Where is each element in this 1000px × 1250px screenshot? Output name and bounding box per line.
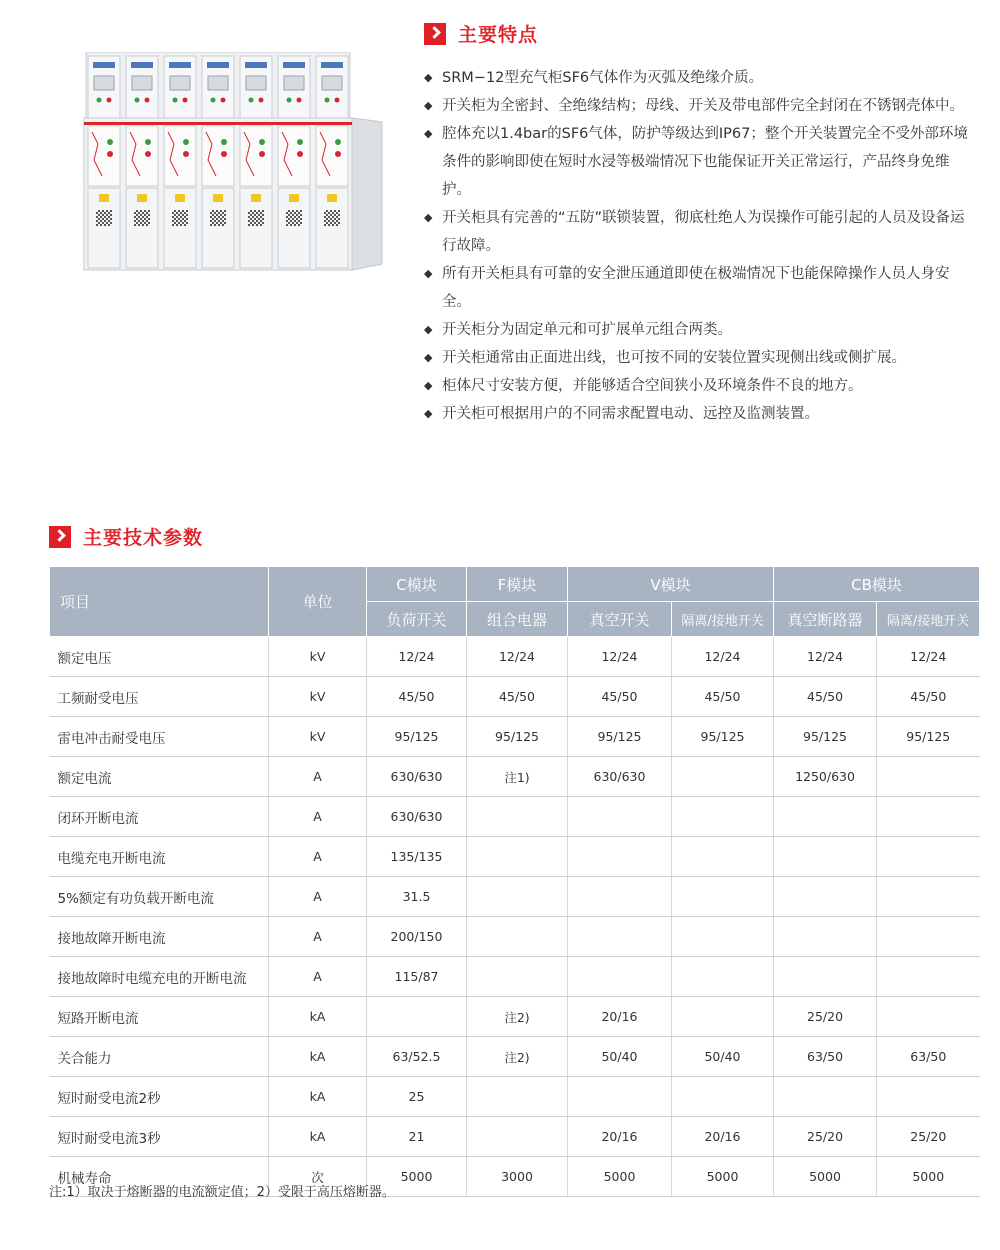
param-name: 雷电冲击耐受电压: [50, 717, 269, 757]
param-value: [467, 1077, 568, 1117]
param-value: [467, 837, 568, 877]
table-row: [50, 677, 980, 717]
param-value: 20/16: [568, 1117, 672, 1157]
param-value: 45/50: [467, 677, 568, 717]
param-value: 45/50: [367, 677, 467, 717]
param-name: 短时耐受电流3秒: [50, 1117, 269, 1157]
arrow-icon: [49, 526, 71, 548]
features-heading: [424, 20, 538, 47]
header-module: C模块: [367, 567, 467, 602]
param-unit: A: [269, 957, 367, 997]
feature-item: ◆ 开关柜具有完善的“五防”联锁装置，彻底杜绝人为误操作可能引起的人员及设备运行故障。: [424, 204, 969, 260]
param-value: 63/52.5: [367, 1037, 467, 1077]
header-module: F模块: [467, 567, 568, 602]
param-value: 12/24: [568, 637, 672, 677]
param-value: 5000: [877, 1157, 980, 1197]
header-module: CB模块: [774, 567, 980, 602]
table-note: 注:1）取决于熔断器的电流额定值；2）受限于高压熔断器。: [49, 1185, 395, 1200]
param-value: [467, 917, 568, 957]
param-value: 5000: [672, 1157, 774, 1197]
param-name: 短路开断电流: [50, 997, 269, 1037]
param-value: [672, 917, 774, 957]
param-name: 短时耐受电流2秒: [50, 1077, 269, 1117]
param-value: 注2): [467, 997, 568, 1037]
param-unit: A: [269, 877, 367, 917]
param-value: [877, 837, 980, 877]
param-value: 63/50: [774, 1037, 877, 1077]
param-value: [774, 837, 877, 877]
param-value: [774, 797, 877, 837]
header-item: 项目: [50, 567, 269, 637]
param-unit: kA: [269, 1037, 367, 1077]
param-value: 12/24: [877, 637, 980, 677]
param-value: [672, 757, 774, 797]
param-value: 12/24: [672, 637, 774, 677]
feature-item: ◆ 开关柜分为固定单元和可扩展单元组合两类。: [424, 316, 969, 344]
param-unit: kV: [269, 637, 367, 677]
params-title: 主要技术参数: [83, 527, 204, 549]
param-unit: kV: [269, 717, 367, 757]
table-row: [50, 1077, 980, 1117]
param-value: [568, 1077, 672, 1117]
feature-item: ◆ 腔体充以1.4bar的SF6气体，防护等级达到IP67；整个开关装置完全不受外部环境条件的影响即使在短时水浸等极端情况下也能保证开关正常运行，产品终身免维护。: [424, 120, 969, 204]
features-title: 主要特点: [458, 24, 539, 46]
param-value: 95/125: [877, 717, 980, 757]
table-row: [50, 637, 980, 677]
param-value: 21: [367, 1117, 467, 1157]
param-value: 45/50: [672, 677, 774, 717]
param-name: 接地故障时电缆充电的开断电流: [50, 957, 269, 997]
header-sub: 负荷开关: [367, 602, 467, 637]
header-sub: 隔离/接地开关: [877, 602, 980, 637]
param-value: [568, 877, 672, 917]
param-value: 45/50: [877, 677, 980, 717]
feature-item: ◆ 开关柜可根据用户的不同需求配置电动、远控及监测装置。: [424, 400, 969, 428]
param-value: [877, 877, 980, 917]
param-value: [568, 797, 672, 837]
table-row: [50, 837, 980, 877]
param-name: 额定电流: [50, 757, 269, 797]
feature-item: ◆ 开关柜为全密封、全绝缘结构；母线、开关及带电部件完全封闭在不锈钢壳体中。: [424, 92, 969, 120]
param-name: 工频耐受电压: [50, 677, 269, 717]
table-row: [50, 877, 980, 917]
param-value: 50/40: [568, 1037, 672, 1077]
feature-item: ◆ 柜体尺寸安装方便，并能够适合空间狭小及环境条件不良的地方。: [424, 372, 969, 400]
param-unit: 次: [269, 1157, 367, 1197]
param-name: 额定电压: [50, 637, 269, 677]
params-table: [49, 566, 980, 1197]
param-value: [774, 957, 877, 997]
param-value: [774, 1077, 877, 1117]
param-value: 5000: [568, 1157, 672, 1197]
header-sub: 组合电器: [467, 602, 568, 637]
param-value: 5000: [774, 1157, 877, 1197]
header-unit: 单位: [269, 567, 367, 637]
param-value: [877, 757, 980, 797]
param-name: 闭环开断电流: [50, 797, 269, 837]
param-value: 12/24: [467, 637, 568, 677]
param-value: 135/135: [367, 837, 467, 877]
params-heading: [49, 523, 203, 550]
table-row: [50, 757, 980, 797]
header-sub: 真空开关: [568, 602, 672, 637]
param-value: 25/20: [877, 1117, 980, 1157]
param-value: 95/125: [467, 717, 568, 757]
param-unit: kA: [269, 1077, 367, 1117]
param-value: 1250/630: [774, 757, 877, 797]
feature-item: ◆ 开关柜通常由正面进出线，也可按不同的安装位置实现侧出线或侧扩展。: [424, 344, 969, 372]
table-row: [50, 957, 980, 997]
param-unit: kA: [269, 1117, 367, 1157]
switchgear-image: [82, 52, 384, 272]
param-value: 45/50: [774, 677, 877, 717]
param-unit: A: [269, 757, 367, 797]
param-value: 20/16: [672, 1117, 774, 1157]
params-table-body: [50, 637, 980, 1197]
param-value: [877, 797, 980, 837]
param-value: 12/24: [774, 637, 877, 677]
param-name: 电缆充电开断电流: [50, 837, 269, 877]
param-unit: kV: [269, 677, 367, 717]
param-value: [467, 797, 568, 837]
param-value: 31.5: [367, 877, 467, 917]
table-row: [50, 797, 980, 837]
param-value: [877, 997, 980, 1037]
arrow-icon: [424, 23, 446, 45]
header-module: V模块: [568, 567, 774, 602]
param-value: 95/125: [774, 717, 877, 757]
param-value: [672, 837, 774, 877]
param-name: 5%额定有功负载开断电流: [50, 877, 269, 917]
param-value: [877, 1077, 980, 1117]
param-value: 12/24: [367, 637, 467, 677]
header-sub: 隔离/接地开关: [672, 602, 774, 637]
param-unit: A: [269, 917, 367, 957]
param-value: 630/630: [367, 757, 467, 797]
table-row: [50, 997, 980, 1037]
param-value: 5000: [367, 1157, 467, 1197]
param-value: 630/630: [367, 797, 467, 837]
param-value: [467, 1117, 568, 1157]
param-value: [672, 797, 774, 837]
feature-item: ◆ 所有开关柜具有可靠的安全泄压通道即使在极端情况下也能保障操作人员人身安全。: [424, 260, 969, 316]
param-value: [568, 957, 672, 997]
param-value: [774, 877, 877, 917]
table-row: [50, 1117, 980, 1157]
param-value: 25: [367, 1077, 467, 1117]
param-value: 20/16: [568, 997, 672, 1037]
param-value: [877, 957, 980, 997]
param-unit: kA: [269, 997, 367, 1037]
table-row: [50, 1037, 980, 1077]
param-value: 25/20: [774, 1117, 877, 1157]
param-value: [568, 837, 672, 877]
table-row: [50, 717, 980, 757]
param-value: [467, 957, 568, 997]
param-value: 630/630: [568, 757, 672, 797]
param-name: 机械寿命: [50, 1157, 269, 1197]
param-value: [672, 877, 774, 917]
param-value: 95/125: [367, 717, 467, 757]
param-value: [672, 957, 774, 997]
param-value: 95/125: [672, 717, 774, 757]
param-unit: A: [269, 797, 367, 837]
table-row: [50, 917, 980, 957]
param-value: 200/150: [367, 917, 467, 957]
param-value: [367, 997, 467, 1037]
param-value: [672, 997, 774, 1037]
param-value: 50/40: [672, 1037, 774, 1077]
param-name: 接地故障开断电流: [50, 917, 269, 957]
param-name: 关合能力: [50, 1037, 269, 1077]
feature-item: ◆ SRM−12型充气柜SF6气体作为灭弧及绝缘介质。: [424, 64, 969, 92]
param-value: [568, 917, 672, 957]
param-value: 95/125: [568, 717, 672, 757]
param-value: [467, 877, 568, 917]
param-value: 25/20: [774, 997, 877, 1037]
param-value: 注2): [467, 1037, 568, 1077]
param-value: [877, 917, 980, 957]
param-value: 115/87: [367, 957, 467, 997]
param-unit: A: [269, 837, 367, 877]
param-value: 注1): [467, 757, 568, 797]
feature-list: [424, 64, 969, 428]
param-value: [672, 1077, 774, 1117]
header-sub: 真空断路器: [774, 602, 877, 637]
param-value: 63/50: [877, 1037, 980, 1077]
param-value: 45/50: [568, 677, 672, 717]
param-value: 3000: [467, 1157, 568, 1197]
param-value: [774, 917, 877, 957]
